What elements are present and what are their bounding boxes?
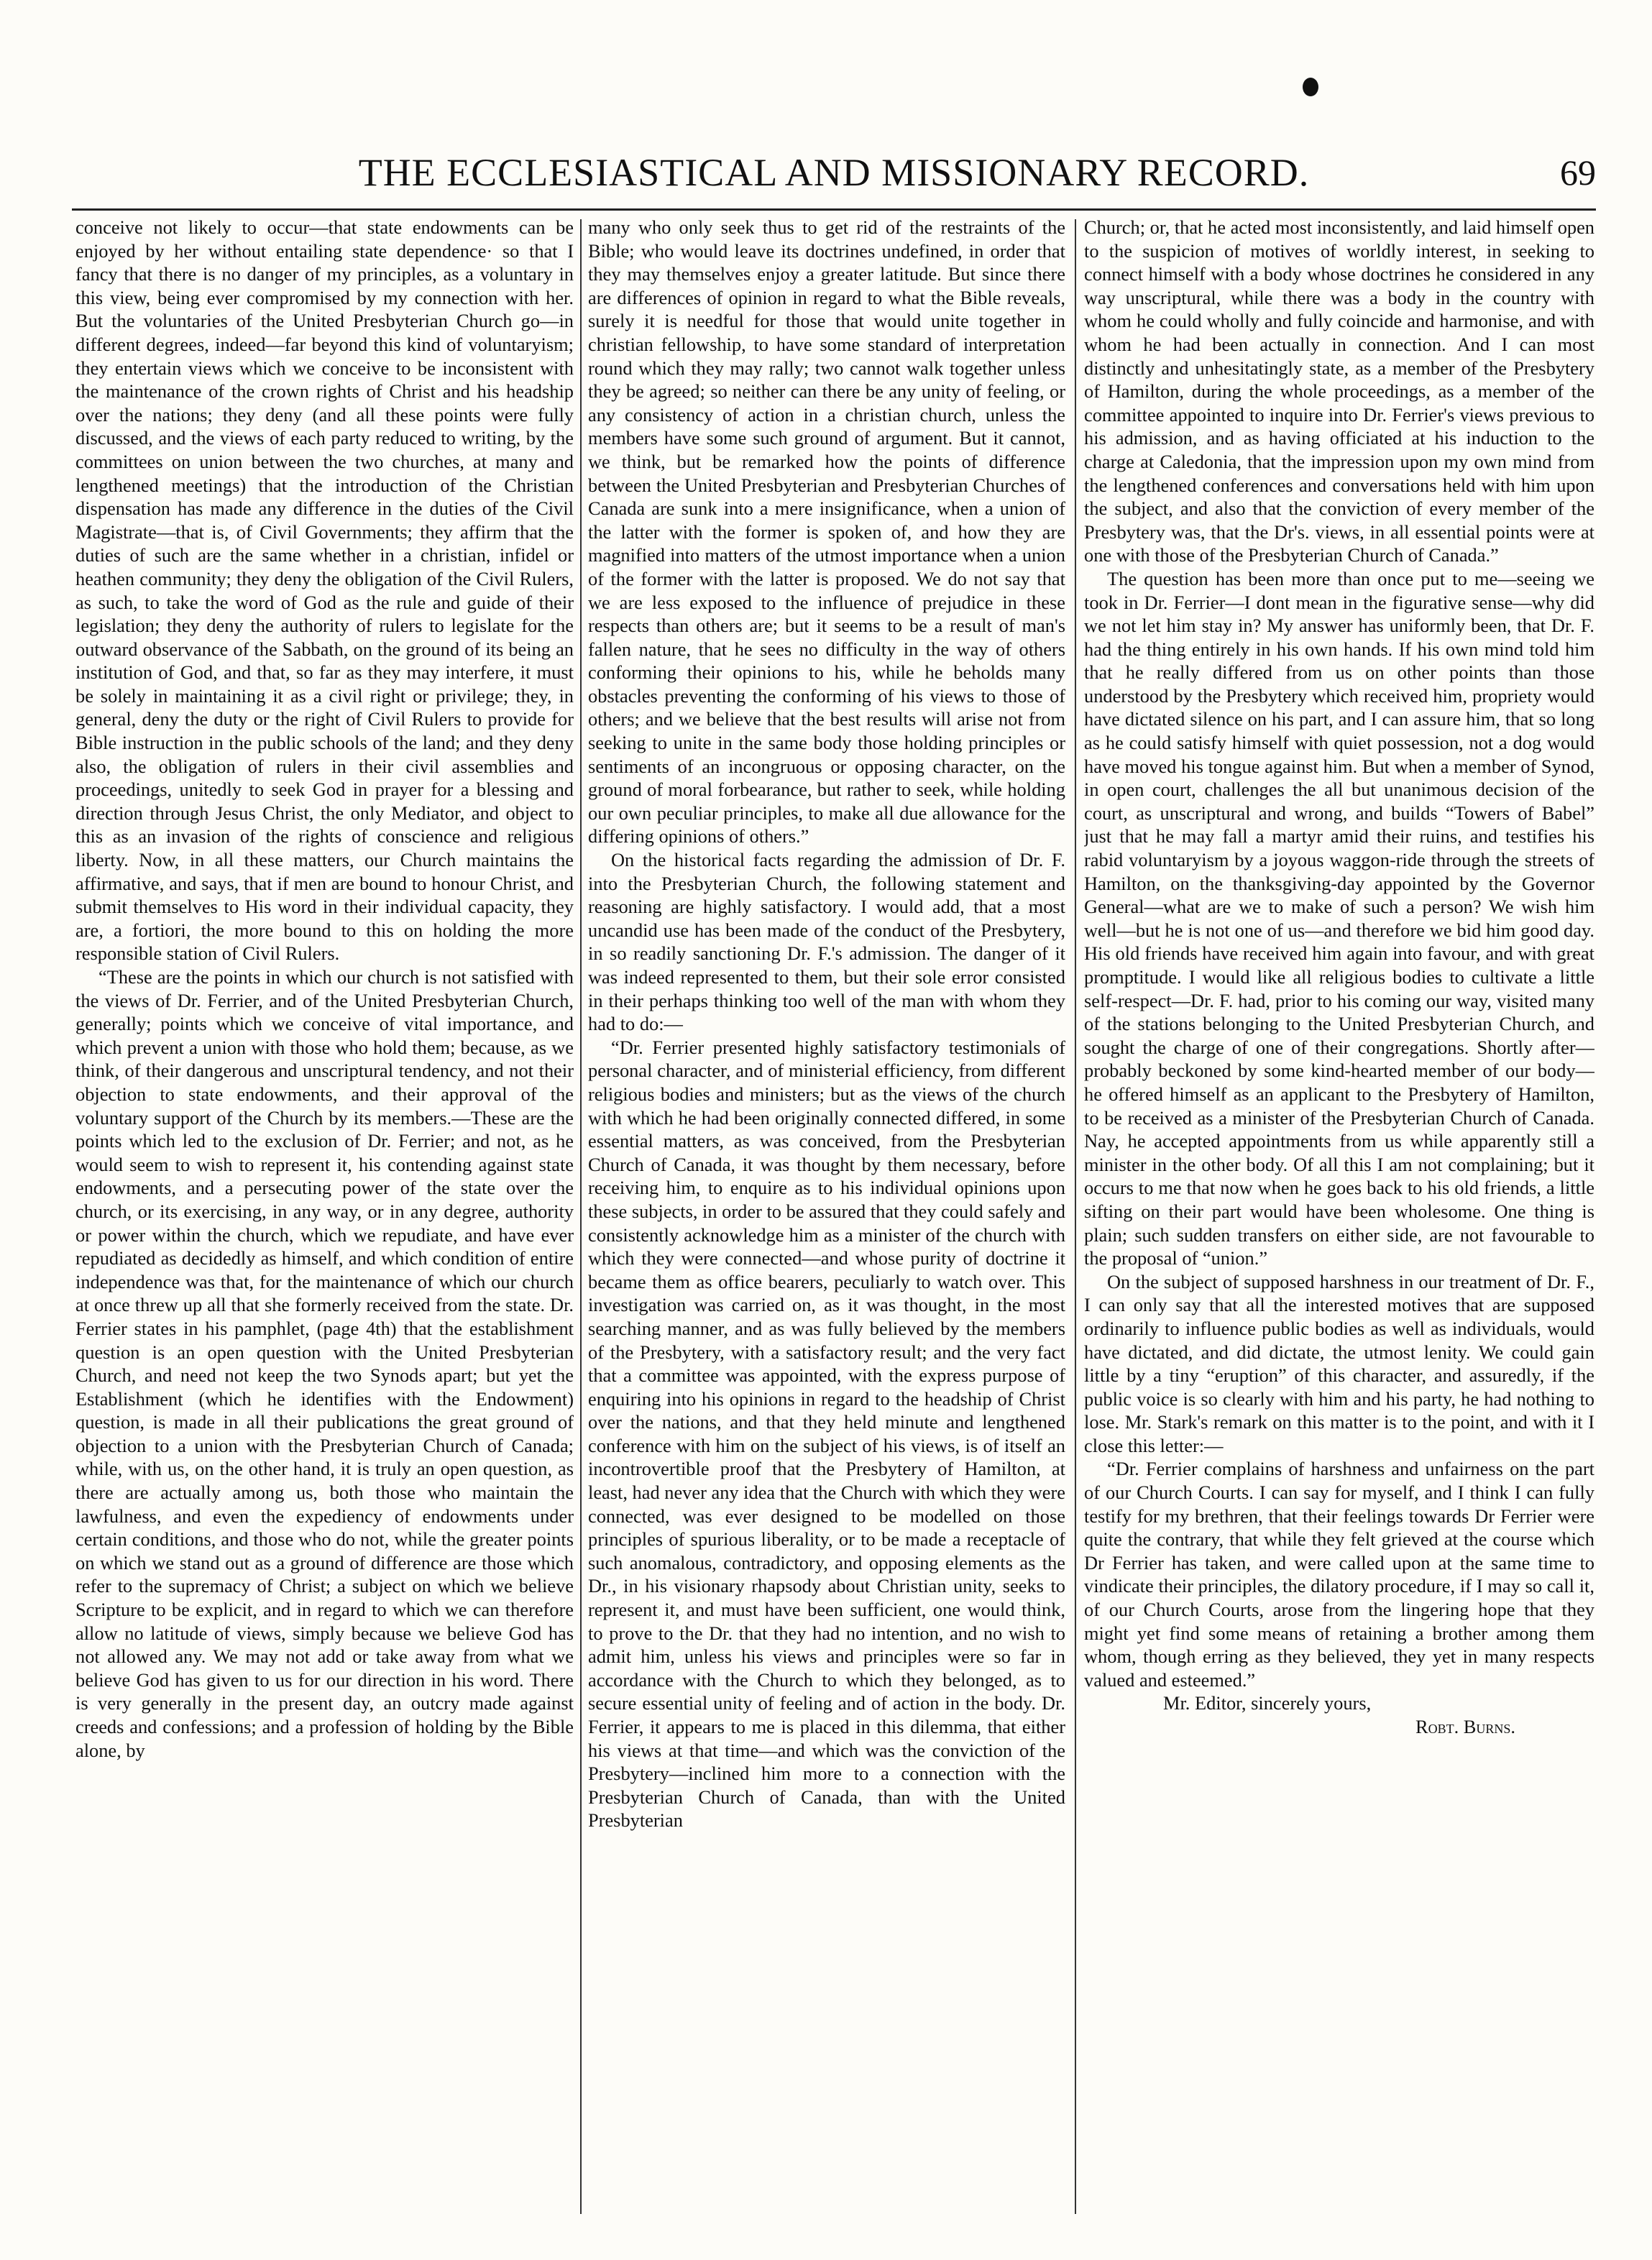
letter-closing: Mr. Editor, sincerely yours, [1163, 1692, 1372, 1714]
paragraph: Church; or, that he acted most inconsistently, and laid himself open to the suspicion of motives of worldly interest, in seeking to connect himself with a body whose doctrines he considered in any way unscriptural, while there was a body in the country with whom he could wholly and fully coincide and harmonise, and with whom he had been actually in connection. And I can most distinctly and unhesitatingly state, as a member of the Presbytery of Hamilton, during the whole proceedings, as a member of the committee appointed to inquire into Dr. Ferrier's views previous to his admission, and as having officiated at his induction to the charge at Caledonia, that the impression upon my own mind from the lengthened conferences and conversations held with him upon the subject, and also that the conviction of every member of the Presbytery was, that the Dr's. views, in all essential points were at one with those of the Presbyterian Church of Canada.” [1084, 216, 1594, 566]
page-title: THE ECCLESIASTICAL AND MISSIONARY RECORD. [358, 151, 1310, 194]
column-divider [1075, 219, 1076, 2214]
page-number: 69 [1560, 152, 1596, 193]
paragraph: The question has been more than once put to me—seeing we took in Dr. Ferrier—I dont mean in the figurative sense—why did we not let him stay in? My answer has uniformly been, that Dr. F. had the thing entirely in his own hands. If his own mind told him that he really differed from us on other points than those understood by the Presbytery which received him, propriety would have dictated silence on his part, and I can assure him, that so long as he could satisfy himself with quiet possession, not a dog would have moved his tongue against him. But when a member of Synod, in open court, challenges the all but unanimous decision of the court, as unscriptural and wrong, and builds “Towers of Babel” just that he may fall a martyr amid their ruins, and testifies his rabid voluntaryism by a joyous waggon-ride through the streets of Hamilton, on the thanksgiving-day appointed by the Governor General—what are we to make of such a person? We wish him well—but he is not one of us—and therefore we bid him good day. His old friends have received him again into favour, and with great promptitude. I would like all religious bodies to cultivate a little self-respect—Dr. F. had, prior to his coming our way, visited many of the stations belonging to the United Presbyterian Church, and sought the charge of one of their congregations. Shortly after—probably beckoned by some kind-hearted member of our body—he offered himself as an applicant to the Presbytery of Hamilton, to be received as a minister of the Presbyterian Church of Canada. Nay, he accepted appointments from us while apparently still a minister in the other body. Of all this I am not complaining; but it occurs to me that now when he goes back to his old friends, a little sifting on their part would have been wholesome. One thing is plain; such sudden transfers on either side, are not favourable to the proposal of “union.” [1084, 567, 1594, 1269]
header-rule [72, 208, 1596, 211]
signature: Robt. Burns. [1415, 1716, 1515, 1737]
text-column-1 [75, 216, 574, 2221]
running-header [72, 147, 1596, 198]
text-column-3 [1084, 216, 1594, 2221]
paragraph: “Dr. Ferrier complains of harshness and unfairness on the part of our Church Courts. I can say for myself, and I think I can fully testify for my brethren, that their feelings towards Dr Ferrier were quite the contrary, that while they felt grieved at the course which Dr Ferrier has taken, and were called upon at the same time to vindicate their principles, the dilatory procedure, if I may so call it, of our Church Courts, arose from the lingering hope that they might yet find some means of retaining a brother among them whom, though erring as they believed, they yet in many respects valued and esteemed.” [1084, 1458, 1594, 1691]
paragraph: “Dr. Ferrier presented highly satisfactory testimonials of personal character, and of ministerial efficiency, from different religious bodies and ministers; but as the views of the church with which he had been originally connected differed, in some essential matters, as was conceived, from the Presbyterian Church of Canada, it was thought by them necessary, before receiving him, to enquire as to his individual opinions upon these subjects, in order to be assured that they could safely and consistently acknowledge him as a minister of the church with which they were connected—and whose purity of doctrine it became them as office bearers, peculiarly to watch over. This investigation was carried on, as it was thought, in the most searching manner, and as was fully believed by the members of the Presbytery, with a satisfactory result; and the very fact that a committee was appointed, with the express purpose of enquiring into his opinions in regard to the headship of Christ over the nations, and that they held minute and lengthened conference with him on the subject of his views, is of itself an incontrovertible proof that the Presbytery of Hamilton, at least, had never any idea that the Church with which they were connected, was ever designed to be modelled on those principles of spurious liberality, or to be made a receptacle of such anomalous, contradictory, and opposing elements as the Dr., in his visionary rhapsody about Christian unity, seeks to represent it, and must have been sufficient, one would think, to prove to the Dr. that they had no intention, and no wish to admit him, unless his views and principles were so far in accordance with the Church to which they belonged, as to secure essential unity of feeling and of action in the body. Dr. Ferrier, it appears to me is placed in this dilemma, that either his views at that time—and which was the conviction of the Presbytery—inclined him more to a connection with the Presbyterian Church of Canada, than with the United Presbyterian [588, 1036, 1065, 1832]
paragraph: On the subject of supposed harshness in our treatment of Dr. F., I can only say that all the interested motives that are supposed ordinarily to influence public bodies as well as individuals, would have dictated, and did dictate, the utmost lenity. We could gain little by a tiny “eruption” of this character, and assuredly, if the public voice is so clearly with him and his party, he had nothing to lose. Mr. Stark's remark on this matter is to the point, and with it I close this letter:— [1084, 1270, 1594, 1456]
ink-blot-mark [1303, 78, 1318, 96]
paragraph: On the historical facts regarding the admission of Dr. F. into the Presbyterian Church, the following statement and reasoning are highly satisfactory. I would add, that a most uncandid use has been made of the conduct of the Presbytery, in so readily sanctioning Dr. F.'s admission. The danger of it was indeed represented to them, but their sole error consisted in their perhaps thinking too well of the man with whom they had to do:— [588, 849, 1065, 1035]
paragraph: conceive not likely to occur—that state endowments can be enjoyed by her without entailing state dependence· so that I fancy that there is no danger of my principles, as a voluntary in this view, being ever compromised by my connection with her. But the voluntaries of the United Presbyterian Church go—in different degrees, indeed—far beyond this kind of voluntaryism; they entertain views which we conceive to be inconsistent with the maintenance of the crown rights of Christ and his headship over the nations; they deny (and all these points were fully discussed, and the views of each party reduced to writing, by the committees on union between the two churches, at many and lengthened meetings) that the introduction of the Christian dispensation has made any difference in the duties of the Civil Magistrate—that is, of Civil Governments; they affirm that the duties of such are the same whether in a christian, infidel or heathen community; they deny the obligation of the Civil Rulers, as such, to take the word of God as the rule and guide of their legislation; they deny the authority of rulers to legislate for the outward observance of the Sabbath, on the ground of its being an institution of God, and that, so far as they may interfere, it must be solely in maintaining it as a civil right or privilege; they, in general, deny the duty or the right of Civil Rulers to provide for Bible instruction in the public schools of the land; and they deny also, the obligation of rulers in their civil assemblies and proceedings, unitedly to seek God in prayer for a blessing and direction through Jesus Christ, the only Mediator, and object to this as an invasion of the rights of conscience and religious liberty. Now, in all these matters, our Church maintains the affirmative, and says, that if men are bound to honour Christ, and submit themselves to His word in their individual capacity, they are, a fortiori, the more bound to this on holding the more responsible station of Civil Rulers. [75, 216, 574, 965]
paragraph: “These are the points in which our church is not satisfied with the views of Dr. Ferrier, and of the United Presbyterian Church, generally; points which we conceive of vital importance, and which prevent a union with those who hold them; because, as we think, of their dangerous and unscriptural tendency, and not their objection to state endowments, and their approval of the voluntary support of the Church by its members.—These are the points which led to the exclusion of Dr. Ferrier; and not, as he would seem to wish to represent it, his contending against state endowments, and a persecuting power of the state over the church, or its exercising, in any way, or in any degree, authority or power within the church, which we repudiate, and have ever repudiated as decidedly as himself, and which condition of entire independence was that, for the maintenance of which our church at once threw up all that she formerly received from the state. Dr. Ferrier states in his pamphlet, (page 4th) that the establishment question is an open question with the United Presbyterian Church, and need not keep the two Synods apart; but yet the Establishment (which he identifies with the Endowment) question, is made in all their publications the great ground of objection to a union with the Presbyterian Church of Canada; while, with us, on the other hand, it is truly an open question, as there are actually among us, both those who maintain the lawfulness, and even the expediency of endowments under certain conditions, and those who do not, while the greater points on which we stand out as a ground of difference are those which refer to the supremacy of Christ; a subject on which we believe Scripture to be explicit, and in regard to which we can therefore allow no latitude of views, simply because we believe God has not allowed any. We may not add or take away from what we believe God has given to us for our direction in his word. There is very generally in the present day, an outcry made against creeds and confessions; and a profession of holding by the Bible alone, by [75, 966, 574, 1761]
column-divider [580, 219, 582, 2214]
paragraph: many who only seek thus to get rid of the restraints of the Bible; who would leave its doctrines undefined, in order that they may themselves enjoy a greater latitude. But since there are differences of opinion in regard to what the Bible reveals, surely it is needful for those that would unite together in christian fellowship, to have some standard of interpretation round which they may rally; two cannot walk together unless they be agreed; so neither can there be any unity of feeling, or any consistency of action in a christian church, unless the members have some such ground of argument. But it cannot, we think, but be remarked how the points of difference between the United Presbyterian and Presbyterian Churches of Canada are sunk into a mere insignificance, when a union of the latter with the former is spoken of, and how they are magnified into matters of the utmost importance when a union of the former with the latter is proposed. We do not say that we are less exposed to the influence of prejudice in these respects than others are; but it seems to be a result of man's fallen nature, that he sees no difficulty in the way of others conforming their opinions to his, while he beholds many obstacles preventing the conforming of his views to those of others; and we believe that the best results will arise not from seeking to unite in the same body those holding principles or sentiments of an incongruous or opposing character, on the ground of moral forbearance, but rather to seek, while holding our own peculiar principles, to make all due allowance for the differing opinions of others.” [588, 216, 1065, 848]
text-column-2 [588, 216, 1065, 2221]
